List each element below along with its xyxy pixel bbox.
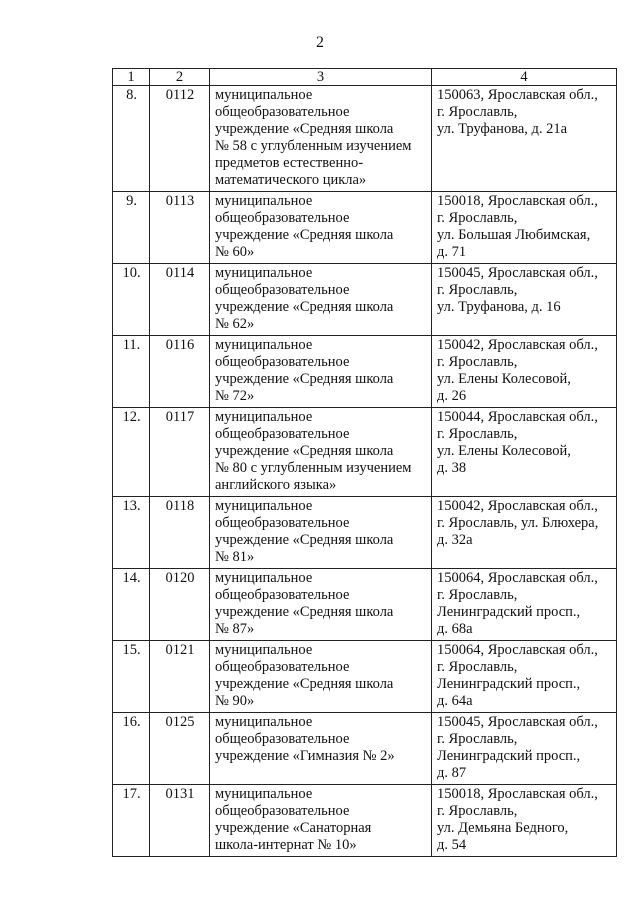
school-address: 150064, Ярославская обл., г. Ярославль, Ленинградский просп., д. 68а xyxy=(432,569,617,641)
table-row xyxy=(113,264,617,336)
school-address: 150064, Ярославская обл., г. Ярославль, Ленинградский просп., д. 64а xyxy=(432,641,617,713)
table-row xyxy=(113,641,617,713)
school-address: 150018, Ярославская обл., г. Ярославль, ул. Демьяна Бедного, д. 54 xyxy=(432,785,617,857)
school-code: 0131 xyxy=(150,785,210,857)
table-row xyxy=(113,408,617,497)
school-address: 150042, Ярославская обл., г. Ярославль, ул. Елены Колесовой, д. 26 xyxy=(432,336,617,408)
school-code: 0116 xyxy=(150,336,210,408)
row-number: 17. xyxy=(113,785,150,857)
school-code: 0120 xyxy=(150,569,210,641)
school-code: 0114 xyxy=(150,264,210,336)
table-row xyxy=(113,497,617,569)
school-address: 150044, Ярославская обл., г. Ярославль, ул. Елены Колесовой, д. 38 xyxy=(432,408,617,497)
row-number: 16. xyxy=(113,713,150,785)
row-number: 13. xyxy=(113,497,150,569)
row-number: 9. xyxy=(113,192,150,264)
table-row xyxy=(113,192,617,264)
school-name: муниципальное общеобразовательное учреждение «Средняя школа № 72» xyxy=(210,336,432,408)
school-address: 150018, Ярославская обл., г. Ярославль, ул. Большая Любимская, д. 71 xyxy=(432,192,617,264)
school-address: 150045, Ярославская обл., г. Ярославль, ул. Труфанова, д. 16 xyxy=(432,264,617,336)
school-code: 0112 xyxy=(150,86,210,192)
school-code: 0125 xyxy=(150,713,210,785)
school-name: муниципальное общеобразовательное учреждение «Средняя школа № 80 с углубленным изучением английского языка» xyxy=(210,408,432,497)
header-row xyxy=(113,69,617,86)
school-address: 150063, Ярославская обл., г. Ярославль, ул. Труфанова, д. 21а xyxy=(432,86,617,192)
school-name: муниципальное общеобразовательное учреждение «Средняя школа № 62» xyxy=(210,264,432,336)
school-code: 0118 xyxy=(150,497,210,569)
row-number: 15. xyxy=(113,641,150,713)
header-col-1: 1 xyxy=(113,69,150,86)
table-row xyxy=(113,569,617,641)
school-name: муниципальное общеобразовательное учреждение «Средняя школа № 58 с углубленным изучением предметов естественно- математического цикла» xyxy=(210,86,432,192)
school-name: муниципальное общеобразовательное учреждение «Гимназия № 2» xyxy=(210,713,432,785)
table-row xyxy=(113,86,617,192)
school-name: муниципальное общеобразовательное учреждение «Средняя школа № 81» xyxy=(210,497,432,569)
table-row xyxy=(113,336,617,408)
school-name: муниципальное общеобразовательное учреждение «Средняя школа № 60» xyxy=(210,192,432,264)
header-col-2: 2 xyxy=(150,69,210,86)
row-number: 8. xyxy=(113,86,150,192)
school-address: 150042, Ярославская обл., г. Ярославль, ул. Блюхера, д. 32а xyxy=(432,497,617,569)
row-number: 14. xyxy=(113,569,150,641)
page-number: 2 xyxy=(316,34,324,51)
school-name: муниципальное общеобразовательное учреждение «Санаторная школа-интернат № 10» xyxy=(210,785,432,857)
schools-table xyxy=(112,68,617,857)
row-number: 11. xyxy=(113,336,150,408)
school-name: муниципальное общеобразовательное учреждение «Средняя школа № 90» xyxy=(210,641,432,713)
school-code: 0113 xyxy=(150,192,210,264)
row-number: 12. xyxy=(113,408,150,497)
school-name: муниципальное общеобразовательное учреждение «Средняя школа № 87» xyxy=(210,569,432,641)
header-col-4: 4 xyxy=(432,69,617,86)
table-row xyxy=(113,713,617,785)
school-address: 150045, Ярославская обл., г. Ярославль, Ленинградский просп., д. 87 xyxy=(432,713,617,785)
school-code: 0117 xyxy=(150,408,210,497)
row-number: 10. xyxy=(113,264,150,336)
table-row xyxy=(113,785,617,857)
school-code: 0121 xyxy=(150,641,210,713)
header-col-3: 3 xyxy=(210,69,432,86)
